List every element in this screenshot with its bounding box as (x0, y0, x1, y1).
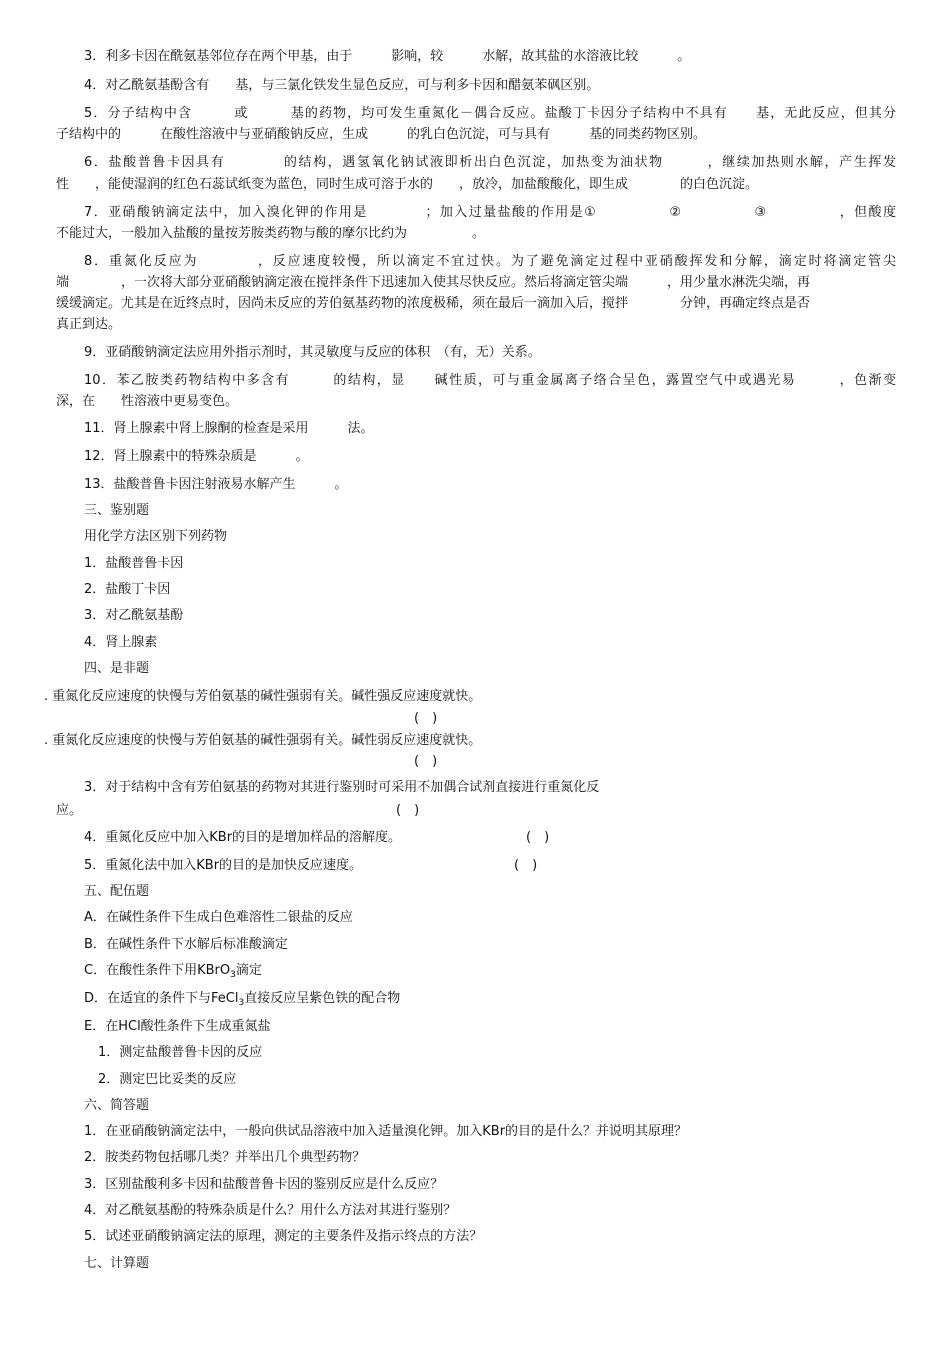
section-3-heading: 三、鉴别题 (84, 503, 150, 518)
fill-question-12: 12．肾上腺素中的特殊杂质是 。 (84, 449, 309, 464)
answer-parentheses-4: ( ) (526, 830, 550, 845)
true-false-3-line2: 应。 (56, 803, 83, 818)
true-false-5: 5．重氮化法中加入KBr的目的是加快反应速度。 (84, 858, 363, 873)
answer-parentheses-1: ( ) (414, 711, 438, 726)
section-6-heading: 六、简答题 (84, 1098, 150, 1113)
section-5-heading: 五、配伍题 (84, 884, 150, 899)
identify-item-1: 1．盐酸普鲁卡因 (84, 556, 184, 571)
fill-question-8-line2: 端 ，一次将大部分亚硝酸钠滴定液在搅拌条件下迅速加入使其尽快反应。然后将滴定管尖端 ，用少量水淋洗尖端，再 (56, 275, 811, 290)
fill-question-5-line2: 子结构中的 在酸性溶液中与亚硝酸钠反应，生成 的乳白色沉淀，可与具有 基的同类药物区别。 (56, 127, 707, 142)
fill-question-9: 9．亚硝酸钠滴定法应用外指示剂时，其灵敏度与反应的体积 （有，无）关系。 (84, 345, 541, 360)
identify-item-4: 4．肾上腺素 (84, 635, 158, 650)
section-7-heading: 七、计算题 (84, 1256, 150, 1271)
true-false-1: . 重氮化反应速度的快慢与芳伯氨基的碱性强弱有关。碱性强反应速度就快。 (44, 689, 482, 704)
section-3-intro: 用化学方法区别下列药物 (84, 529, 228, 544)
match-option-e: E．在HCl酸性条件下生成重氮盐 (84, 1019, 271, 1034)
match-question-2: 2．测定巴比妥类的反应 (98, 1072, 237, 1087)
fill-question-3: 3．利多卡因在酰氨基邻位存在两个甲基，由于 影响，较 水解，故其盐的水溶液比较 。 (84, 49, 691, 64)
short-answer-4: 4．对乙酰氨基酚的特殊杂质是什么？用什么方法对其进行鉴别？ (84, 1203, 457, 1218)
true-false-4: 4．重氮化反应中加入KBr的目的是增加样品的溶解度。 (84, 830, 402, 845)
true-false-3-line1: 3．对于结构中含有芳伯氨基的药物对其进行鉴别时可采用不加偶合试剂直接进行重氮化反 (84, 780, 600, 795)
fill-question-8-line1: 8．重氮化反应为 ，反应速度较慢，所以滴定不宜过快。为了避免滴定过程中亚硝酸挥发和分解，滴定时将滴定管尖 (84, 254, 896, 269)
fill-question-6-line2: 性 ，能使湿润的红色石蕊试纸变为蓝色，同时生成可溶于水的 ，放冷，加盐酸酸化，即生成 的白色沉淀。 (56, 177, 759, 192)
fill-question-8-line3: 缓缓滴定。尤其是在近终点时，因尚未反应的芳伯氨基药物的浓度极稀，须在最后一滴加入后，搅拌 分钟，再确定终点是否 (56, 296, 811, 311)
fill-question-10-line2: 深，在 性溶液中更易变色。 (56, 394, 239, 409)
answer-parentheses-2: ( ) (414, 754, 438, 769)
fill-question-6-line1: 6．盐酸普鲁卡因具有 的结构，遇氢氧化钠试液即析出白色沉淀，加热变为油状物 ，继续加热则水解，产生挥发 (84, 155, 896, 170)
match-option-a: A．在碱性条件下生成白色难溶性二银盐的反应 (84, 910, 353, 925)
match-question-1: 1．测定盐酸普鲁卡因的反应 (98, 1045, 263, 1060)
fill-question-4: 4．对乙酰氨基酚含有 基，与三氯化铁发生显色反应，可与利多卡因和醋氨苯砜区别。 (84, 78, 600, 93)
short-answer-3: 3．区别盐酸利多卡因和盐酸普鲁卡因的鉴别反应是什么反应？ (84, 1177, 444, 1192)
answer-parentheses-3: ( ) (396, 803, 420, 818)
identify-item-3: 3．对乙酰氨基酚 (84, 608, 184, 623)
section-4-heading: 四、是非题 (84, 661, 150, 676)
short-answer-2: 2．胺类药物包括哪几类？并举出几个典型药物？ (84, 1150, 366, 1165)
fill-question-8-line4: 真正到达。 (56, 317, 122, 332)
match-option-c: C．在酸性条件下用KBrO$_3$滴定 (84, 963, 262, 980)
fill-question-10-line1: 10．苯乙胺类药物结构中多含有 的结构，显 碱性质，可与重金属离子络合呈色，露置空气中或遇光易 ，色渐变 (84, 373, 896, 388)
fill-question-13: 13．盐酸普鲁卡因注射液易水解产生 。 (84, 477, 348, 492)
true-false-2: . 重氮化反应速度的快慢与芳伯氨基的碱性强弱有关。碱性弱反应速度就快。 (44, 733, 482, 748)
short-answer-5: 5．试述亚硝酸钠滴定法的原理，测定的主要条件及指示终点的方法？ (84, 1229, 483, 1244)
identify-item-2: 2．盐酸丁卡因 (84, 582, 171, 597)
match-option-d: D．在适宜的条件下与FeCl$_3$直接反应呈紫色铁的配合物 (84, 991, 401, 1008)
match-option-b: B．在碱性条件下水解后标准酸滴定 (84, 937, 288, 952)
fill-question-7-line2: 不能过大，一般加入盐酸的量按芳胺类药物与酸的摩尔比约为 。 (56, 226, 486, 241)
fill-question-5-line1: 5．分子结构中含 或 基的药物，均可发生重氮化－偶合反应。盐酸丁卡因分子结构中不具有 基，无此反应，但其分 (84, 106, 896, 121)
answer-parentheses-5: ( ) (514, 858, 538, 873)
short-answer-1: 1．在亚硝酸钠滴定法中，一般向供试品溶液中加入适量溴化钾。加入KBr的目的是什么？并说明其原理？ (84, 1124, 688, 1139)
fill-question-7-line1: 7．亚硝酸钠滴定法中，加入溴化钾的作用是 ；加入过量盐酸的作用是① ② ③ ，但酸度 (84, 205, 896, 220)
fill-question-11: 11．肾上腺素中肾上腺酮的检查是采用 法。 (84, 421, 374, 436)
